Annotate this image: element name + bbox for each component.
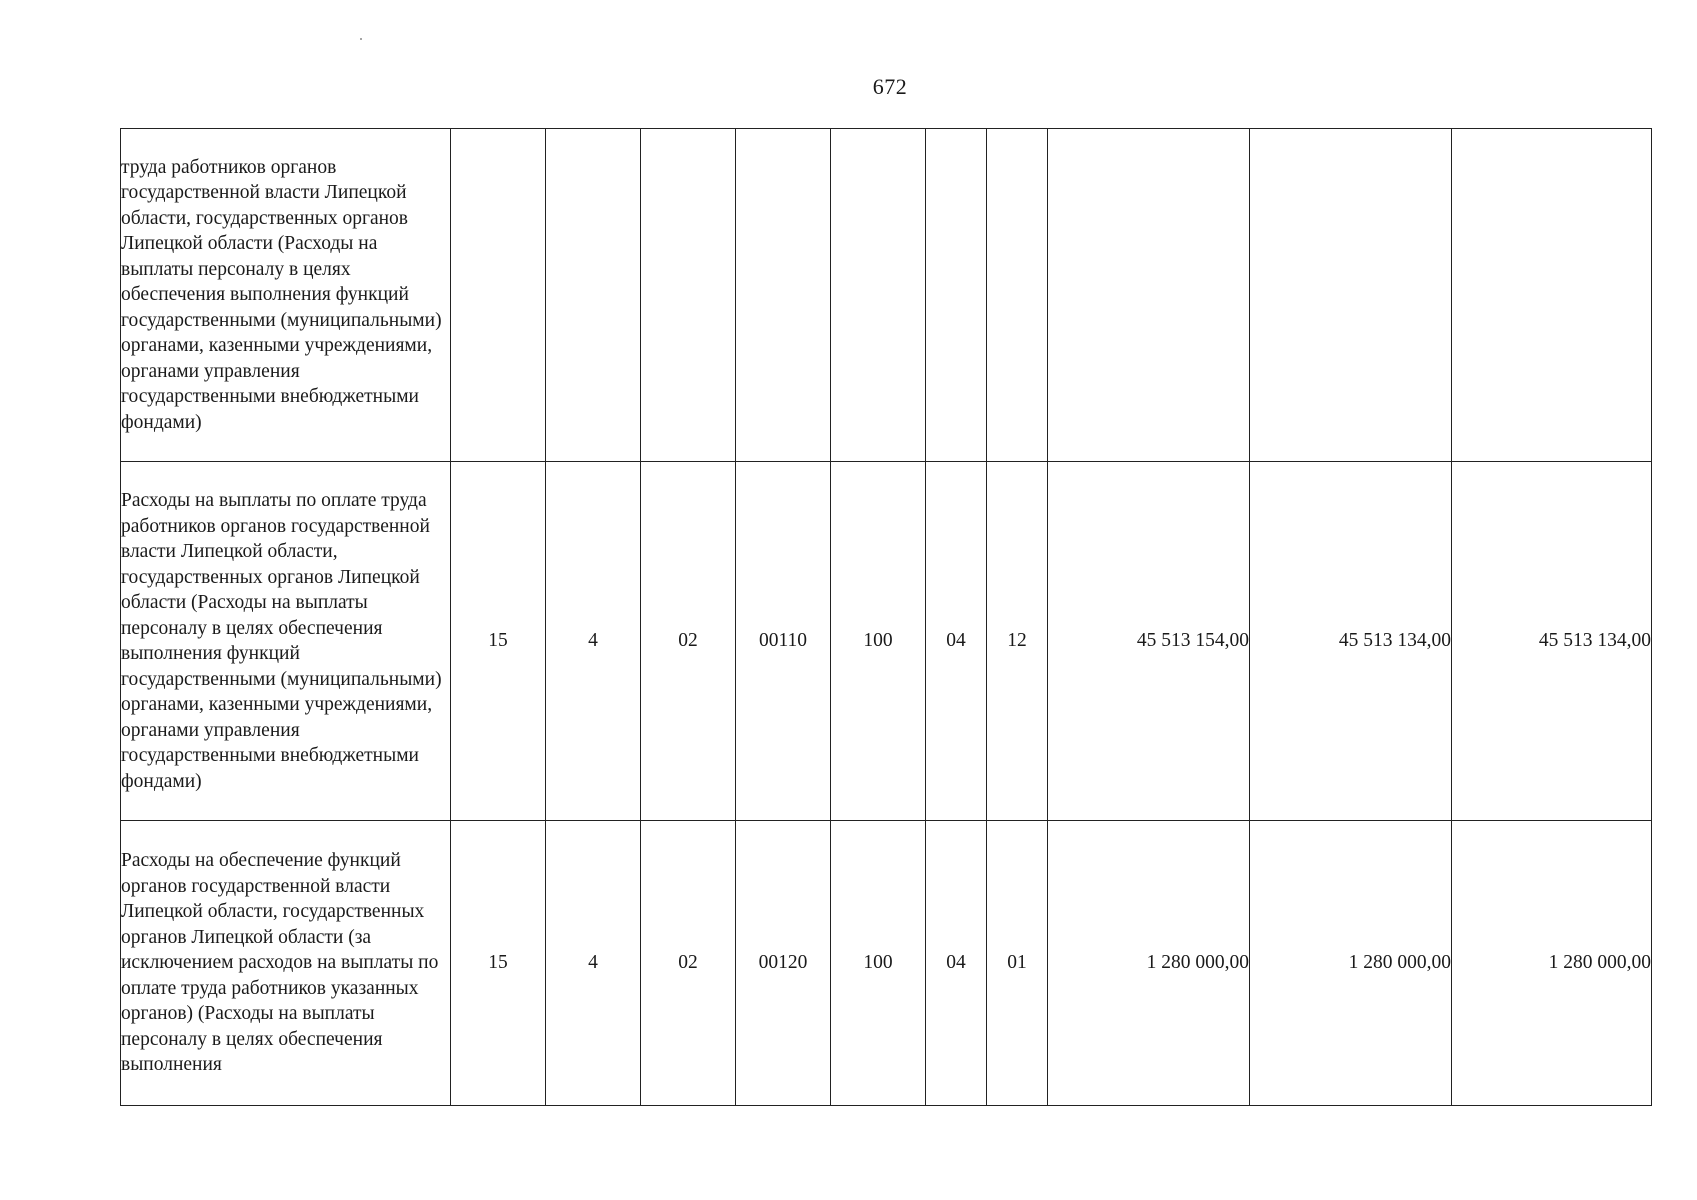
code-cell: 100 (831, 462, 926, 821)
code-cell: 04 (926, 462, 987, 821)
code-cell (736, 129, 831, 462)
amount-cell: 45 513 154,00 (1048, 462, 1250, 821)
table-row (121, 129, 1652, 462)
code-cell (831, 129, 926, 462)
code-cell: 15 (451, 462, 546, 821)
scan-speck (360, 38, 362, 40)
amount-cell (1048, 129, 1250, 462)
amount-cell: 45 513 134,00 (1452, 462, 1652, 821)
row-description: Расходы на обеспечение функций органов государственной власти Липецкой области, государственных органов Липецкой области (за исключением расходов на выплаты по оплате труда работников указанных органов) (Расходы на выплаты персоналу в целях обеспечения выполнения (121, 821, 451, 1106)
code-cell: 01 (987, 821, 1048, 1106)
code-cell (451, 129, 546, 462)
code-cell (546, 129, 641, 462)
row-description: Расходы на выплаты по оплате труда работников органов государственной власти Липецкой области, государственных органов Липецкой области (Расходы на выплаты персоналу в целях обеспечения выполнения функций государственными (муниципальными) органами, казенными учреждениями, органами управления государственными внебюджетными фондами) (121, 462, 451, 821)
amount-cell: 45 513 134,00 (1250, 462, 1452, 821)
code-cell: 4 (546, 462, 641, 821)
code-cell: 00120 (736, 821, 831, 1106)
table-row (121, 462, 1652, 821)
code-cell: 15 (451, 821, 546, 1106)
page-number: 672 (872, 74, 908, 99)
code-cell: 00110 (736, 462, 831, 821)
code-cell: 4 (546, 821, 641, 1106)
code-cell: 100 (831, 821, 926, 1106)
table-row (121, 821, 1652, 1106)
code-cell (987, 129, 1048, 462)
budget-table (120, 128, 1652, 1106)
amount-cell: 1 280 000,00 (1048, 821, 1250, 1106)
code-cell (641, 129, 736, 462)
amount-cell (1250, 129, 1452, 462)
code-cell: 12 (987, 462, 1048, 821)
amount-cell: 1 280 000,00 (1452, 821, 1652, 1106)
amount-cell (1452, 129, 1652, 462)
row-description: труда работников органов государственной власти Липецкой области, государственных органов Липецкой области (Расходы на выплаты персоналу в целях обеспечения выполнения функций государственными (муниципальными) органами, казенными учреждениями, органами управления государственными внебюджетными фондами) (121, 129, 451, 462)
code-cell: 02 (641, 821, 736, 1106)
code-cell: 04 (926, 821, 987, 1106)
code-cell (926, 129, 987, 462)
code-cell: 02 (641, 462, 736, 821)
amount-cell: 1 280 000,00 (1250, 821, 1452, 1106)
